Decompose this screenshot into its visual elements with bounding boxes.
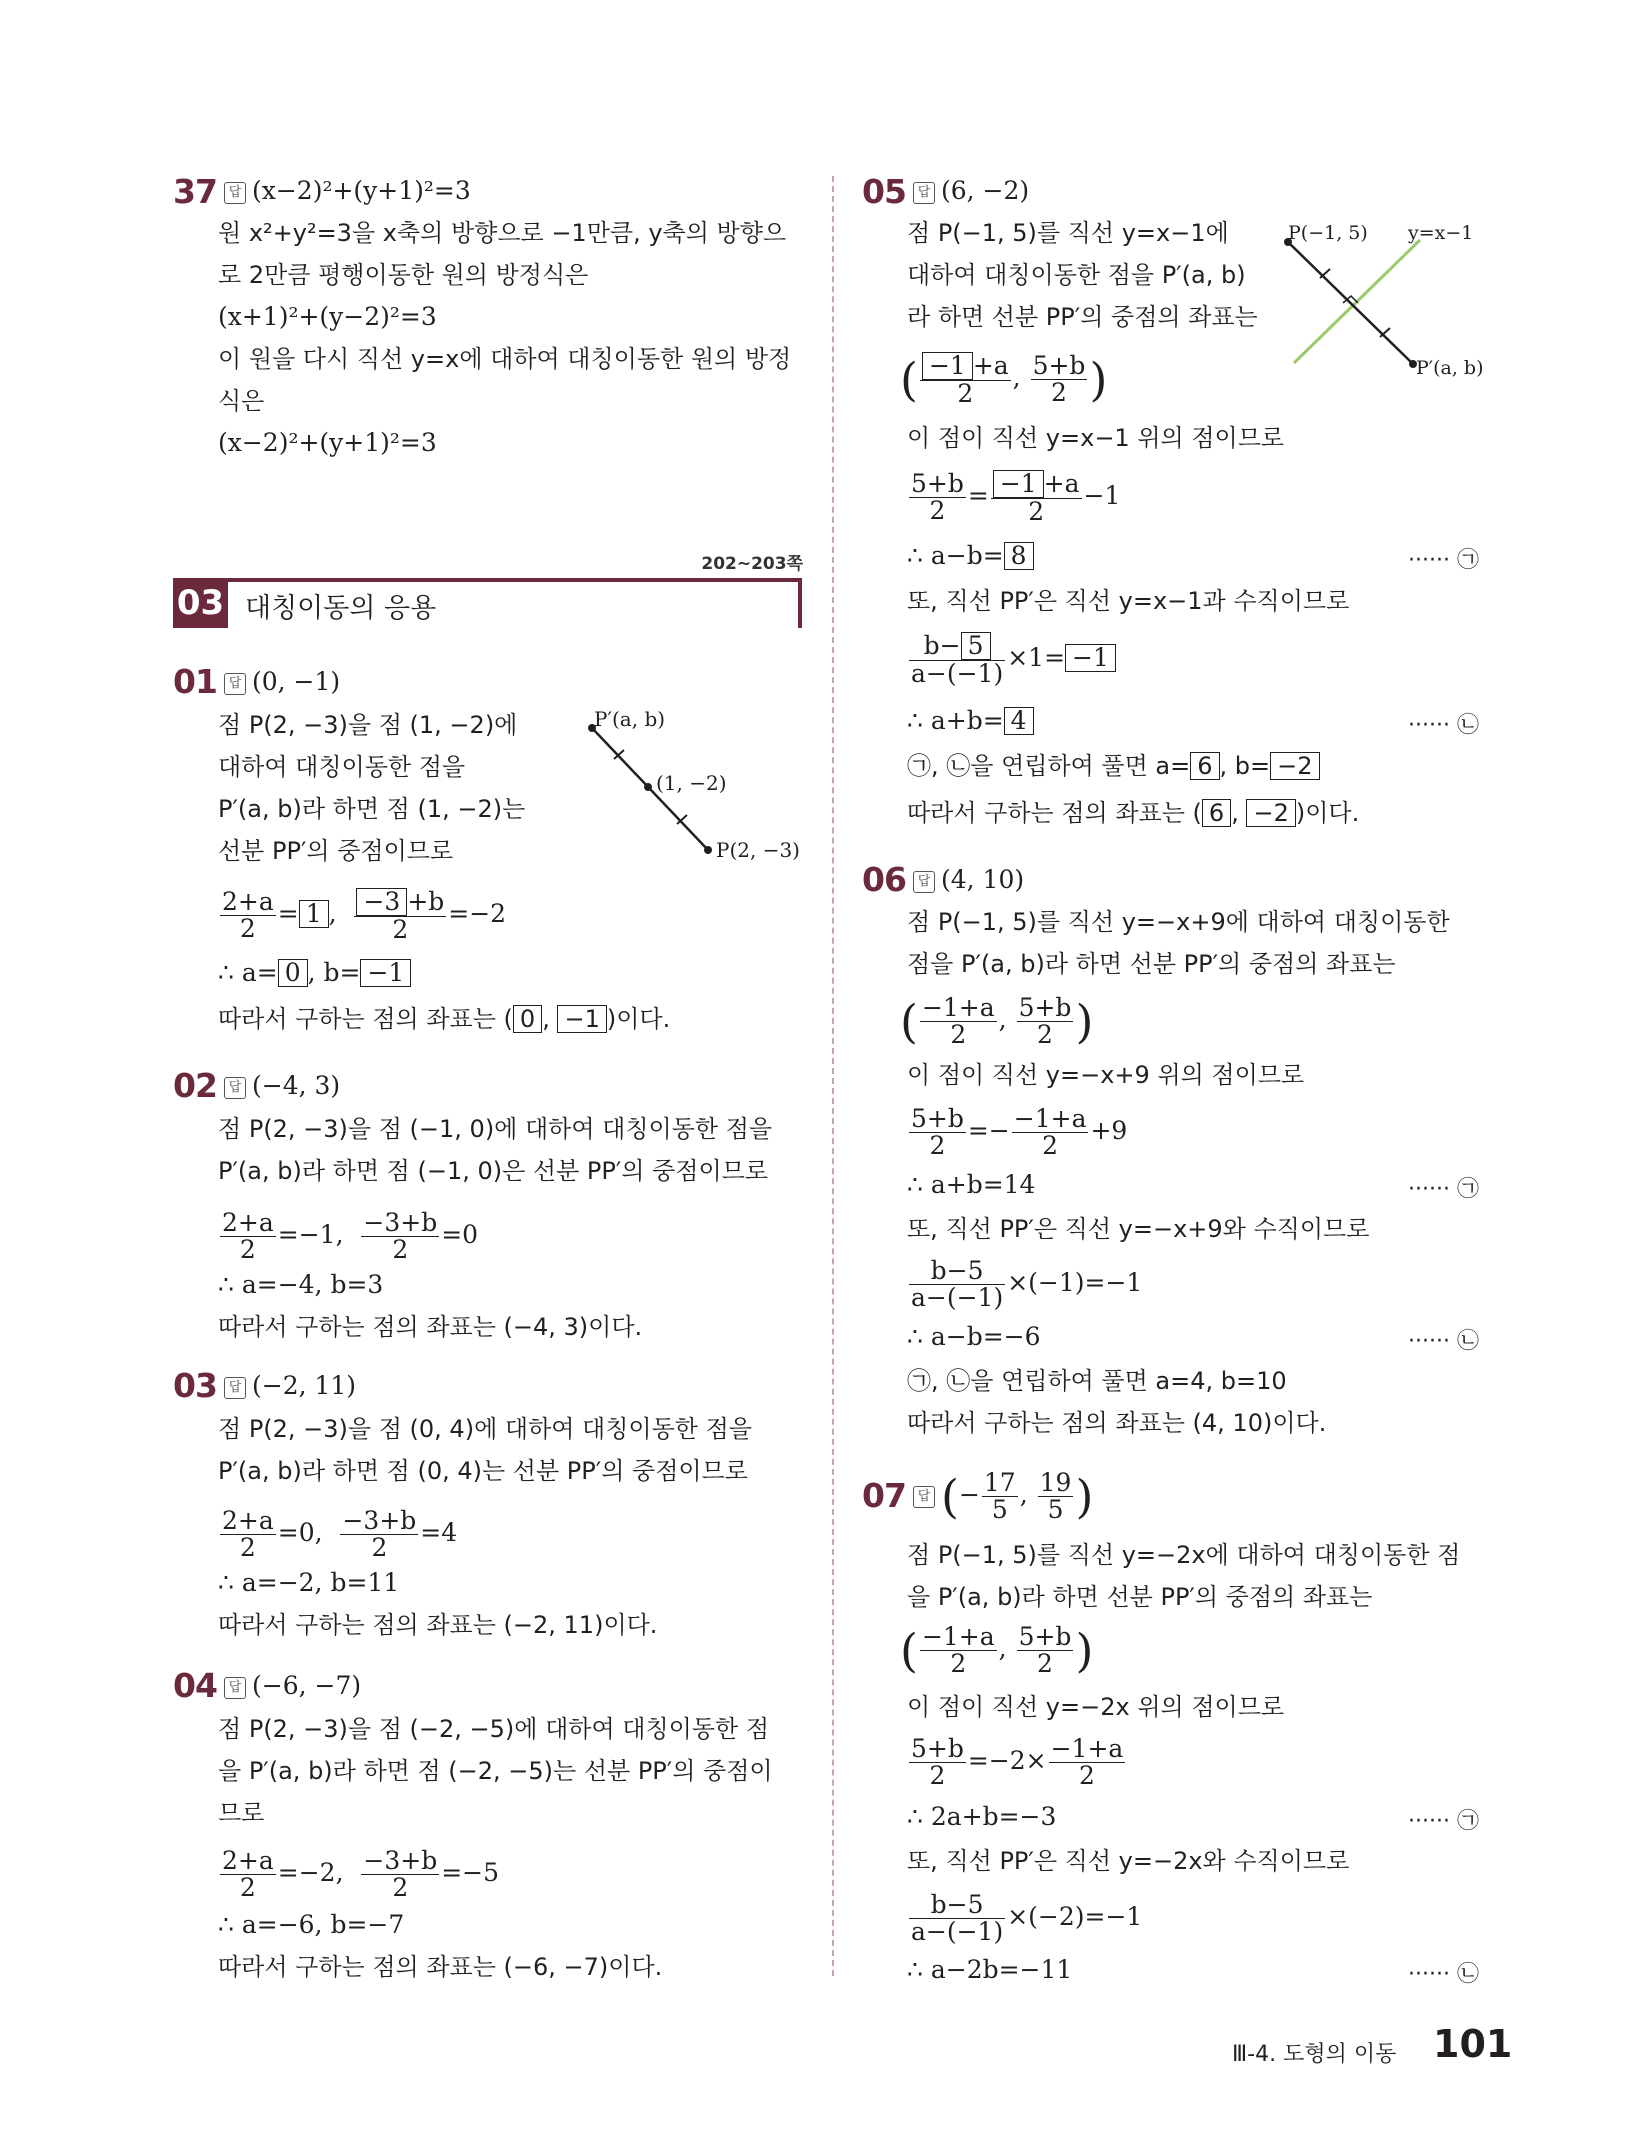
text-line: 점 P(2, −3)을 점 (0, 4)에 대하여 대칭이동한 점을: [218, 1415, 752, 1443]
denominator: 2: [1079, 1761, 1095, 1790]
text-line: 또, 직선 PP′은 직선 y=−2x와 수직이므로: [907, 1847, 1350, 1875]
eq-text: )이다.: [606, 1005, 671, 1033]
fraction: [920, 1624, 997, 1677]
eq-text: ×(−2)=−1: [1007, 1902, 1143, 1931]
problem-number-06: 06: [862, 860, 906, 899]
eq-text: =−2,: [277, 1858, 344, 1887]
answer-box: 1: [299, 900, 329, 928]
page-range: 202~203쪽: [701, 554, 803, 574]
fraction: [1017, 1624, 1074, 1677]
paren: (: [941, 1469, 959, 1524]
equation: (x−2)²+(y+1)²=3: [218, 428, 437, 457]
denominator: 2: [239, 1235, 256, 1264]
conclusion: 따라서 구하는 점의 좌표는 ( 0 , −1 )이다.: [218, 1005, 671, 1033]
text-line: 식은: [218, 387, 265, 415]
eq-text: , b=: [1219, 752, 1271, 780]
equation: ∴ 2a+b=−3: [907, 1802, 1057, 1831]
text-line: 또, 직선 PP′은 직선 y=x−1과 수직이므로: [907, 587, 1350, 615]
answer-02: [218, 1071, 340, 1101]
text-line: ㉠, ㉡을 연립하여 풀면 a=4, b=10: [907, 1367, 1287, 1395]
text-line: 점을 P′(a, b)라 하면 선분 PP′의 중점의 좌표는: [907, 950, 1396, 978]
problem-number-05: 05: [862, 172, 906, 211]
numerator: 2+a: [222, 1208, 274, 1237]
answer-box: −1: [557, 1005, 606, 1033]
numerator: 5+b: [1018, 993, 1072, 1022]
equation: ∴ a−b=−6: [907, 1322, 1041, 1351]
answer-03: [218, 1371, 356, 1401]
text-line: P′(a, b)라 하면 점 (0, 4)는 선분 PP′의 중점이므로: [218, 1457, 748, 1485]
eq-text: +9: [1090, 1116, 1128, 1145]
equation: [218, 958, 411, 988]
numerator: b−5: [909, 1892, 1005, 1919]
denominator: 2: [392, 1235, 409, 1264]
answer-01: [218, 667, 340, 697]
problem-number-37: 37: [173, 172, 217, 211]
eq-text: 따라서 구하는 점의 좌표는 (: [907, 799, 1202, 827]
text-line: P′(a, b)라 하면 점 (−1, 0)은 선분 PP′의 중점이므로: [218, 1157, 769, 1185]
eq-text: ∴ a=: [218, 958, 278, 987]
denominator: 2: [392, 915, 409, 944]
answer-37: [218, 176, 471, 206]
numerator: −1+a: [1013, 1104, 1087, 1133]
answer-box: −1: [993, 470, 1044, 498]
fraction: [354, 888, 446, 943]
answer-icon: 답: [913, 871, 935, 893]
text-line: 을 P′(a, b)라 하면 선분 PP′의 중점의 좌표는: [907, 1583, 1373, 1611]
eq-text: +b: [407, 887, 445, 916]
denominator: 2: [392, 1873, 409, 1902]
equation: (x+1)²+(y−2)²=3: [218, 302, 437, 331]
eq-text: =0,: [277, 1518, 323, 1547]
numerator: −3+b: [363, 1208, 438, 1237]
segment-pp: [1288, 242, 1413, 364]
problem-number-01: 01: [173, 662, 217, 701]
equation-tag: ······ ㉡: [1408, 1962, 1479, 1987]
answer-text: (−4, 3): [252, 1071, 341, 1100]
answer-04: [218, 1671, 361, 1701]
numerator: 5+b: [911, 1104, 964, 1133]
numerator: −1+a: [1050, 1734, 1124, 1763]
answer-icon: 답: [913, 182, 935, 204]
answer-text: (x−2)²+(y+1)²=3: [252, 176, 471, 205]
answer-box: 0: [278, 959, 308, 987]
fraction: [909, 471, 966, 524]
text-line: 점 P(2, −3)을 점 (−2, −5)에 대하여 대칭이동한 점: [218, 1715, 770, 1743]
fig-label-p-prime: P′(a, b): [594, 707, 666, 731]
answer-text: (−6, −7): [252, 1671, 362, 1700]
chapter-label: Ⅲ-4. 도형의 이동: [1232, 2042, 1397, 2067]
text-line: 이 점이 직선 y=−x+9 위의 점이므로: [907, 1061, 1305, 1089]
numerator: 5+b: [1032, 351, 1086, 380]
point-mid: [644, 783, 652, 791]
conclusion: 따라서 구하는 점의 좌표는 ( 6 , −2 )이다.: [907, 799, 1360, 827]
denominator: 2: [929, 496, 946, 525]
answer-box: −1: [1065, 644, 1116, 672]
equation: ∴ a=−6, b=−7: [218, 1910, 405, 1939]
answer-box: 6: [1202, 799, 1231, 827]
equation: ( $\frac{-1+a}{2}$ , $\frac{5+b}{2}$ ): [900, 993, 1094, 1049]
fraction: [1049, 1736, 1126, 1789]
denominator: 2: [1042, 1131, 1059, 1160]
numerator: [354, 888, 446, 917]
text-line: 선분 PP′의 중점이므로: [218, 837, 454, 865]
eq-text: 따라서 구하는 점의 좌표는 (: [218, 1005, 513, 1033]
fraction: [909, 1892, 1005, 1945]
numerator: −3+b: [363, 1846, 438, 1875]
eq-text: ∴ a−b=: [907, 541, 1004, 570]
conclusion: 따라서 구하는 점의 좌표는 (−4, 3)이다.: [218, 1313, 643, 1341]
denominator: 2: [239, 1533, 256, 1562]
fraction: [909, 1258, 1005, 1311]
eq-text: −1: [1083, 481, 1121, 510]
fraction: [909, 1736, 966, 1789]
paren: ): [1075, 994, 1094, 1049]
answer-box: 8: [1004, 542, 1034, 570]
answer-05: [907, 176, 1029, 206]
equation: $\frac{2+a}{2}$ = 1 , $\frac{-3 +b}{2}$ =−2: [222, 887, 507, 944]
denominator: 2: [239, 1873, 256, 1902]
fraction: [909, 632, 1005, 687]
section-rule: [798, 578, 802, 628]
paren: (: [900, 994, 918, 1049]
paren: (: [900, 352, 918, 407]
fraction: [220, 1508, 276, 1561]
text-line: 또, 직선 PP′은 직선 y=−x+9와 수직이므로: [907, 1215, 1370, 1243]
denominator: 2: [1037, 1020, 1053, 1049]
equation: [907, 1892, 1142, 1945]
answer-box: 6: [1190, 752, 1219, 780]
numerator: 19: [1039, 1468, 1072, 1497]
denominator: 5: [991, 1495, 1008, 1524]
text-line: 점 P(−1, 5)를 직선 y=−2x에 대하여 대칭이동한 점: [907, 1541, 1461, 1569]
equation: [907, 1736, 1127, 1789]
numerator: 2+a: [222, 1846, 274, 1875]
equation: [907, 706, 1034, 736]
equation-tag: ······ ㉠: [1408, 1809, 1479, 1834]
denominator: a−(−1): [911, 1283, 1004, 1312]
text-line: 이 점이 직선 y=x−1 위의 점이므로: [907, 424, 1285, 452]
denominator: a−(−1): [911, 659, 1004, 688]
eq-text: =−2×: [967, 1746, 1047, 1775]
fraction: [1017, 995, 1074, 1048]
equation: ∴ a=−2, b=11: [218, 1568, 400, 1597]
fig-label-line: y=x−1: [1408, 222, 1474, 244]
fraction: [340, 1508, 418, 1561]
fig-label-p: P(−1, 5): [1288, 222, 1368, 244]
paren: ): [1075, 1623, 1094, 1678]
eq-text: b−: [923, 631, 961, 660]
equation: [907, 1258, 1142, 1311]
section-rule: [228, 578, 802, 582]
problem-number-07: 07: [862, 1476, 906, 1515]
conclusion: 따라서 구하는 점의 좌표는 (−6, −7)이다.: [218, 1953, 663, 1981]
equation: [218, 1848, 499, 1901]
eq-text: +a: [1043, 469, 1080, 498]
paren: ): [1075, 1469, 1094, 1524]
fraction: [920, 995, 997, 1048]
text-line: 대하여 대칭이동한 점을 P′(a, b): [907, 261, 1246, 289]
equation-tag: ······ ㉡: [1408, 713, 1479, 738]
equation: ∴ a=−4, b=3: [218, 1270, 384, 1299]
numerator: 2+a: [222, 887, 274, 916]
eq-text: =: [277, 899, 299, 928]
answer-box: 5: [961, 632, 991, 660]
denominator: 2: [371, 1533, 388, 1562]
eq-text: ×1=: [1007, 643, 1066, 672]
denominator: 2: [950, 1649, 967, 1678]
numerator: −1+a: [921, 993, 995, 1022]
eq-text: =−: [967, 1116, 1010, 1145]
denominator: 2: [957, 379, 974, 408]
equation: ( $\frac{-1 +a}{2}$ , $\frac{5+b}{2}$ ): [900, 351, 1108, 408]
equation: [907, 1106, 1127, 1159]
text-line: P′(a, b)라 하면 점 (1, −2)는: [218, 795, 526, 823]
answer-text: (4, 10): [941, 865, 1025, 894]
fraction: [1012, 1106, 1089, 1159]
numerator: 5+b: [911, 469, 964, 498]
denominator: 2: [1028, 497, 1045, 526]
numerator: −1+a: [921, 1622, 995, 1651]
numerator: 5+b: [1018, 1622, 1072, 1651]
answer-box: −1: [922, 352, 973, 380]
fraction: [1038, 1470, 1074, 1523]
denominator: a−(−1): [911, 1917, 1004, 1946]
answer-07: 답 (− $\frac{17}{5}$ , $\frac{19}{5}$ ): [907, 1470, 1093, 1523]
equation: ∴ a−2b=−11: [907, 1955, 1073, 1984]
text-line: 로 2만큼 평행이동한 원의 방정식은: [218, 261, 589, 289]
eq-text: ×(−1)=−1: [1007, 1268, 1143, 1297]
page-number: 101: [1433, 2022, 1513, 2066]
answer-icon: 답: [224, 1677, 246, 1699]
answer-icon: 답: [224, 1377, 246, 1399]
eq-text: )이다.: [1295, 799, 1360, 827]
answer-box: 4: [1004, 707, 1034, 735]
problem-number-04: 04: [173, 1666, 217, 1705]
equation: ( $\frac{-1+a}{2}$ , $\frac{5+b}{2}$ ): [900, 1622, 1094, 1678]
problem-number-03: 03: [173, 1366, 217, 1405]
conclusion: 따라서 구하는 점의 좌표는 (−2, 11)이다.: [218, 1611, 658, 1639]
equation: $\frac{5+b}{2}$ = $\frac{-1 +a}{2}$ −1: [911, 469, 1121, 526]
answer-icon: 답: [224, 182, 246, 204]
equation: [907, 632, 1116, 687]
text-line: 라 하면 선분 PP′의 중점의 좌표는: [907, 303, 1258, 331]
fraction: [361, 1848, 439, 1901]
text-line: [907, 751, 1320, 781]
denominator: 2: [929, 1761, 946, 1790]
text-line: 원 x²+y²=3을 x축의 방향으로 −1만큼, y축의 방향으: [218, 219, 787, 247]
text-line: 점 P(2, −3)을 점 (1, −2)에: [218, 711, 518, 739]
section-number: 03: [173, 578, 228, 628]
denominator: 2: [239, 914, 256, 943]
problem-number-02: 02: [173, 1066, 217, 1105]
fraction: [220, 1210, 276, 1263]
numerator: [920, 352, 1011, 381]
fraction: [982, 1470, 1018, 1523]
answer-box: −3: [356, 888, 407, 916]
equation: ∴ a+b=14: [907, 1170, 1036, 1199]
paren: (: [900, 1623, 918, 1678]
column-divider: [832, 176, 834, 1976]
answer-box: −2: [1270, 752, 1319, 780]
eq-text: +a: [972, 351, 1009, 380]
answer-box: −1: [360, 959, 411, 987]
text-line: 점 P(2, −3)을 점 (−1, 0)에 대하여 대칭이동한 점을: [218, 1115, 773, 1143]
answer-text: (0, −1): [252, 667, 341, 696]
conclusion: 따라서 구하는 점의 좌표는 (4, 10)이다.: [907, 1409, 1327, 1437]
fig-label-mid: (1, −2): [656, 771, 727, 795]
fraction: [361, 1210, 439, 1263]
numerator: 17: [983, 1468, 1016, 1497]
fraction: [909, 1106, 966, 1159]
answer-text: (6, −2): [941, 176, 1030, 205]
denominator: 2: [929, 1131, 946, 1160]
text-line: 이 원을 다시 직선 y=x에 대하여 대칭이동한 원의 방정: [218, 345, 792, 373]
fraction: [1031, 353, 1088, 406]
numerator: [909, 632, 1005, 661]
answer-06: [907, 865, 1024, 895]
numerator: b−5: [909, 1258, 1005, 1285]
answer-box: 0: [513, 1005, 542, 1033]
denominator: 5: [1047, 1495, 1064, 1524]
eq-text: =4: [420, 1518, 458, 1547]
eq-text: ㉠, ㉡을 연립하여 풀면 a=: [907, 752, 1191, 780]
equation-tag: ······ ㉠: [1408, 1177, 1479, 1202]
answer-icon: 답: [913, 1486, 935, 1508]
point-p: [704, 846, 712, 854]
answer-icon: 답: [224, 1077, 246, 1099]
text-line: 점 P(−1, 5)를 직선 y=x−1에: [907, 219, 1229, 247]
numerator: 5+b: [911, 1734, 964, 1763]
numerator: −3+b: [342, 1506, 417, 1535]
text-line: 므로: [218, 1799, 265, 1827]
paren: ): [1089, 352, 1108, 407]
equation-tag: ······ ㉡: [1408, 1329, 1479, 1354]
text-line: 이 점이 직선 y=−2x 위의 점이므로: [907, 1693, 1285, 1721]
numerator: 2+a: [222, 1506, 274, 1535]
eq-text: =0: [441, 1220, 479, 1249]
equation: [218, 1210, 478, 1263]
fig-label-p: P(2, −3): [716, 838, 800, 862]
fraction: [920, 352, 1011, 407]
equation: [907, 541, 1034, 571]
eq-text: ∴ a+b=: [907, 706, 1004, 735]
text-line: 을 P′(a, b)라 하면 점 (−2, −5)는 선분 PP′의 중점이: [218, 1757, 773, 1785]
eq-text: =−2: [448, 899, 507, 928]
eq-text: =−5: [441, 1858, 500, 1887]
equation-tag: ······ ㉠: [1408, 548, 1479, 573]
fig-label-p-prime: P′(a, b): [1416, 357, 1484, 379]
section-title: 대칭이동의 응용: [245, 593, 437, 624]
answer-box: −2: [1246, 799, 1295, 827]
denominator: 2: [1037, 1649, 1053, 1678]
answer-text: (−2, 11): [252, 1371, 357, 1400]
fraction: [220, 1848, 276, 1901]
equation: [218, 1508, 457, 1561]
fraction: [220, 889, 276, 942]
text-line: 대하여 대칭이동한 점을: [218, 753, 466, 781]
denominator: 2: [950, 1020, 967, 1049]
fraction: [991, 470, 1082, 525]
eq-text: , b=: [307, 958, 361, 987]
eq-text: =−1,: [277, 1220, 344, 1249]
text-line: 점 P(−1, 5)를 직선 y=−x+9에 대하여 대칭이동한: [907, 908, 1450, 936]
denominator: 2: [1051, 378, 1067, 407]
numerator: [991, 470, 1082, 499]
answer-icon: 답: [224, 673, 246, 695]
section-header: [173, 578, 803, 628]
